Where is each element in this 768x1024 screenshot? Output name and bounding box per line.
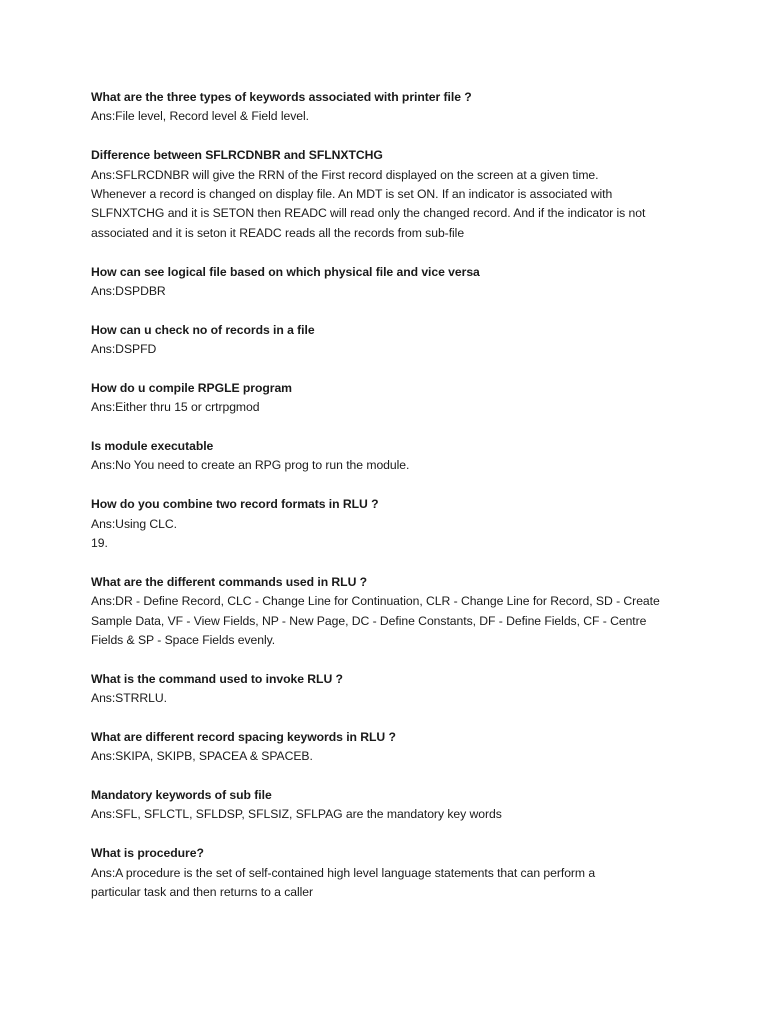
question-text: What are the different commands used in RLU ? bbox=[91, 574, 368, 589]
qa-item bbox=[91, 670, 691, 709]
answer-text: Ans:Either thru 15 or crtrpgmod bbox=[91, 400, 260, 415]
qa-item bbox=[91, 728, 691, 767]
answer-text: Whenever a record is changed on display file. An MDT is set ON. If an indicator is associated with bbox=[91, 186, 613, 201]
qa-list bbox=[91, 88, 691, 922]
answer-text: Ans:DSPDBR bbox=[91, 283, 166, 298]
answer-text: Ans:SFL, SFLCTL, SFLDSP, SFLSIZ, SFLPAG are the mandatory key words bbox=[91, 807, 502, 822]
question-text: How do u compile RPGLE program bbox=[91, 380, 292, 395]
qa-item bbox=[91, 379, 691, 418]
answer-text: Ans:DSPFD bbox=[91, 342, 157, 357]
answer-text: Fields & SP - Space Fields evenly. bbox=[91, 632, 276, 647]
answer-text: associated and it is seton it READC reads all the records from sub-file bbox=[91, 225, 465, 240]
answer-text: Ans:SKIPA, SKIPB, SPACEA & SPACEB. bbox=[91, 749, 313, 764]
qa-item bbox=[91, 88, 691, 127]
question-text: How can u check no of records in a file bbox=[91, 322, 315, 337]
answer-text: Ans:File level, Record level & Field level. bbox=[91, 109, 309, 124]
question-text: How can see logical file based on which physical file and vice versa bbox=[91, 264, 480, 279]
question-text: How do you combine two record formats in RLU ? bbox=[91, 497, 379, 512]
question-text: What is the command used to invoke RLU ? bbox=[91, 671, 343, 686]
qa-item bbox=[91, 263, 691, 302]
qa-item bbox=[91, 495, 691, 553]
question-text: Mandatory keywords of sub file bbox=[91, 788, 272, 803]
answer-text: Ans:Using CLC. bbox=[91, 516, 177, 531]
answer-text: Ans:SFLRCDNBR will give the RRN of the First record displayed on the screen at a given time. bbox=[91, 167, 599, 182]
answer-text: 19. bbox=[91, 535, 108, 550]
qa-item bbox=[91, 437, 691, 476]
qa-item bbox=[91, 573, 691, 651]
qa-item bbox=[91, 844, 691, 902]
answer-text: Ans:STRRLU. bbox=[91, 691, 167, 706]
question-text: Is module executable bbox=[91, 439, 214, 454]
question-text: What is procedure? bbox=[91, 846, 204, 861]
answer-text: SLFNXTCHG and it is SETON then READC will read only the changed record. And if the indicator is not bbox=[91, 206, 646, 221]
question-text: What are the three types of keywords associated with printer file ? bbox=[91, 90, 472, 104]
answer-text: Ans:DR - Define Record, CLC - Change Line for Continuation, CLR - Change Line for Record, SD - Create bbox=[91, 594, 660, 609]
qa-item bbox=[91, 146, 691, 243]
answer-text: Sample Data, VF - View Fields, NP - New Page, DC - Define Constants, DF - Define Fields, CF - Centre bbox=[91, 613, 647, 628]
answer-text: Ans:A procedure is the set of self-contained high level language statements that can perform a bbox=[91, 865, 596, 880]
question-text: What are different record spacing keywords in RLU ? bbox=[91, 729, 396, 744]
answer-text: Ans:No You need to create an RPG prog to run the module. bbox=[91, 458, 410, 473]
qa-item bbox=[91, 786, 691, 825]
question-text: Difference between SFLRCDNBR and SFLNXTCHG bbox=[91, 148, 383, 163]
answer-text: particular task and then returns to a caller bbox=[91, 885, 314, 900]
qa-item bbox=[91, 321, 691, 360]
